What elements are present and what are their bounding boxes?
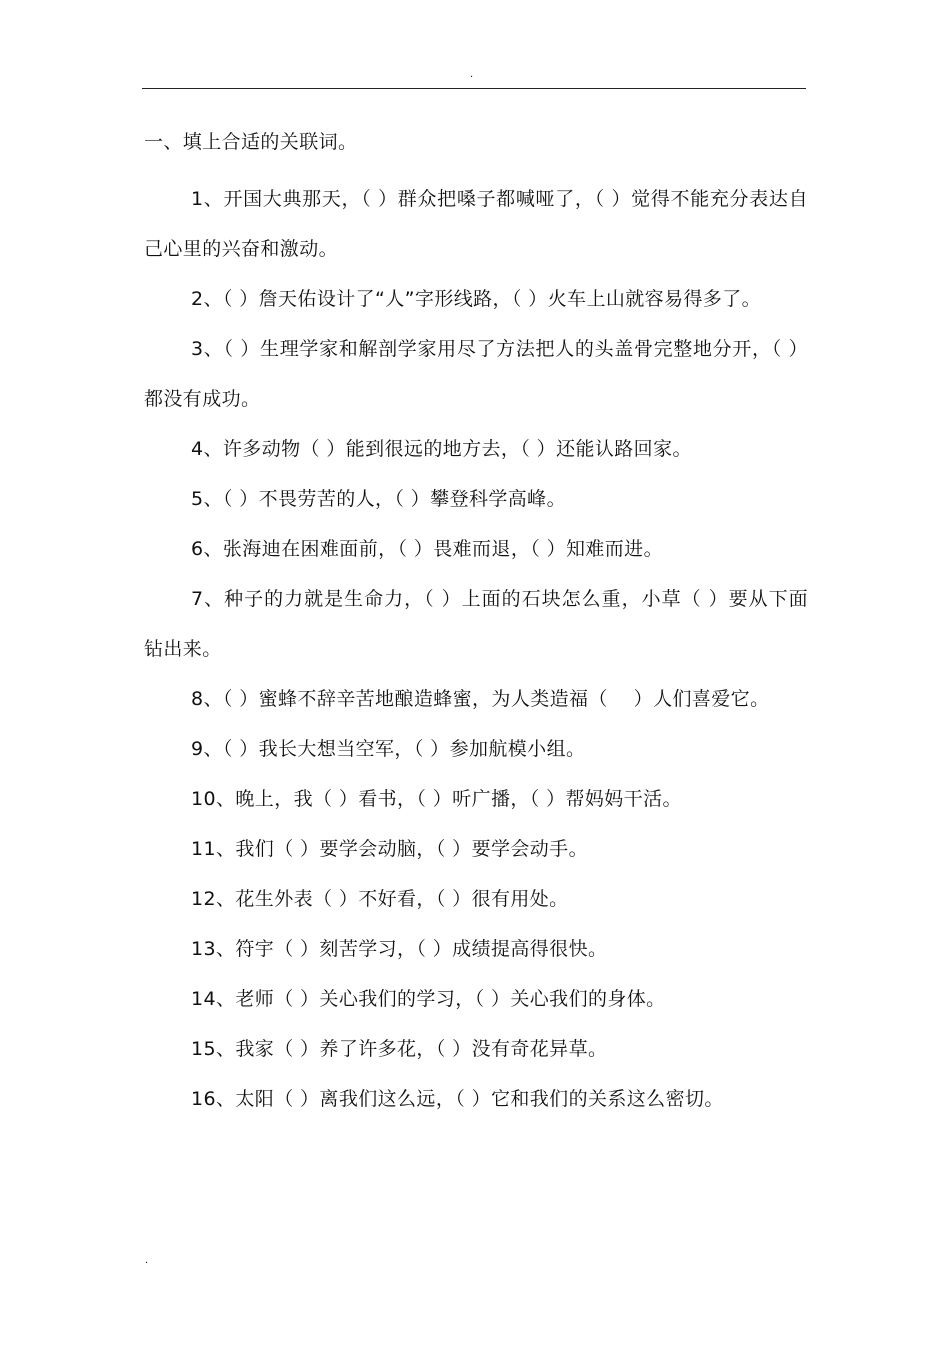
question-item [144, 1024, 808, 1074]
question-item [144, 424, 808, 474]
question-text: （ ）不畏劳苦的人，（ ）攀登科学高峰。 [222, 488, 566, 510]
question-item [144, 674, 808, 724]
header-mark: . [470, 69, 474, 80]
question-text: 太阳（ ）离我们这么远，（ ）它和我们的关系这么密切。 [235, 1088, 724, 1110]
question-number: 13、 [191, 938, 236, 960]
question-text: 符宇（ ）刻苦学习，（ ）成绩提高得很快。 [235, 938, 608, 960]
question-text: （ ）我长大想当空军，（ ）参加航模小组。 [222, 738, 586, 760]
question-text: 我们（ ）要学会动脑，（ ）要学会动手。 [235, 838, 588, 860]
question-text: 花生外表（ ）不好看，（ ）很有用处。 [235, 888, 569, 910]
question-number: 7、 [191, 588, 225, 610]
question-item [144, 524, 808, 574]
header-rule [142, 88, 806, 89]
question-item [144, 724, 808, 774]
question-item [144, 574, 808, 674]
question-item [144, 824, 808, 874]
question-text: （ ）生理学家和解剖学家用尽了方法把人的头盖骨完整地分开，（ ）都没有成功。 [144, 338, 808, 410]
worksheet-content [144, 124, 808, 1124]
question-number: 10、 [191, 788, 236, 810]
question-text: 老师（ ）关心我们的学习，（ ）关心我们的身体。 [235, 988, 666, 1010]
question-text: 张海迪在困难面前，（ ）畏难而退，（ ）知难而进。 [222, 538, 663, 560]
question-number: 6、 [191, 538, 223, 560]
question-item [144, 474, 808, 524]
question-number: 14、 [191, 988, 236, 1010]
question-item [144, 274, 808, 324]
question-text: 我家（ ）养了许多花，（ ）没有奇花异草。 [235, 1038, 608, 1060]
question-item [144, 774, 808, 824]
question-number: 16、 [191, 1088, 236, 1110]
question-text: 许多动物（ ）能到很远的地方去，（ ）还能认路回家。 [222, 438, 692, 460]
question-item [144, 324, 808, 424]
question-number: 5、 [191, 488, 223, 510]
footer-mark: . [145, 1255, 149, 1266]
question-number: 9、 [191, 738, 223, 760]
question-number: 2、 [191, 288, 223, 310]
question-number: 11、 [191, 838, 236, 860]
question-item [144, 174, 808, 274]
question-number: 8、 [191, 688, 223, 710]
question-text: （ ）蜜蜂不辞辛苦地酿造蜂蜜，为人类造福（ ）人们喜爱它。 [222, 688, 770, 710]
question-number: 1、 [191, 188, 224, 210]
question-item [144, 874, 808, 924]
question-item [144, 924, 808, 974]
question-text: 晚上，我（ ）看书，（ ）听广播，（ ）帮妈妈干活。 [235, 788, 682, 810]
question-number: 4、 [191, 438, 223, 460]
question-number: 15、 [191, 1038, 236, 1060]
question-text: （ ）詹天佑设计了“人”字形线路，（ ）火车上山就容易得多了。 [222, 288, 762, 310]
question-number: 3、 [191, 338, 224, 360]
question-text: 开国大典那天，（ ）群众把嗓子都喊哑了，（ ）觉得不能充分表达自己心里的兴奋和激动。 [144, 188, 808, 260]
question-text: 种子的力就是生命力，（ ）上面的石块怎么重，小草（ ）要从下面钻出来。 [144, 588, 809, 660]
question-item [144, 974, 808, 1024]
question-number: 12、 [191, 888, 236, 910]
section-title: 一、填上合适的关联词。 [144, 131, 358, 153]
question-item [144, 1074, 808, 1124]
